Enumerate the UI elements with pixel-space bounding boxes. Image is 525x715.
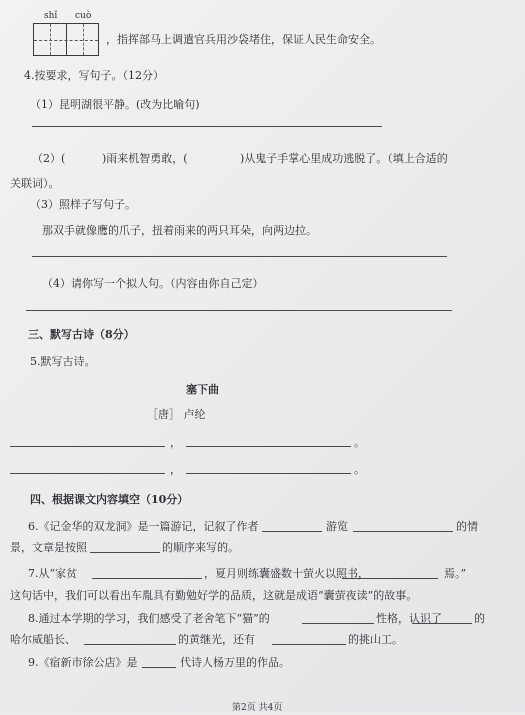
section3-heading: 三、默写古诗（8分） <box>28 328 135 341</box>
q8-blank1[interactable] <box>302 623 374 624</box>
pinyin-shi: shǐ <box>44 11 58 21</box>
q8-blank3[interactable] <box>84 644 176 645</box>
writing-grid[interactable] <box>33 23 99 56</box>
poem-line2-comma: ， <box>170 463 181 476</box>
q7-blank1[interactable] <box>92 578 202 579</box>
q4-item1-answer-line[interactable] <box>32 126 382 127</box>
q6-a: 6.《记金华的双龙洞》是一篇游记，记叙了作者 <box>28 520 259 533</box>
q7-d: 这句话中，我们可以看出车胤具有勤勉好学的品质，这就是成语“囊萤夜读”的故事。 <box>10 589 418 602</box>
poem-line1-blank-b[interactable] <box>186 446 351 447</box>
q8-b: 性格，认识了 <box>376 612 442 625</box>
q7-blank2[interactable] <box>342 578 438 579</box>
q6-c: 的情 <box>456 520 478 533</box>
q7-c: 焉。” <box>444 567 467 580</box>
q4-header: 4.按要求，写句子。（12分） <box>24 69 164 82</box>
q4-item4-answer-line[interactable] <box>26 310 452 311</box>
q4-item3-answer-line[interactable] <box>32 256 447 257</box>
q4-item3-example: 那双手就像鹰的爪子，扭着雨来的两只耳朵，向两边拉。 <box>42 224 317 237</box>
q6-b: 游览 <box>326 520 348 533</box>
q7-a: 7.从“家贫 <box>28 567 78 580</box>
q7-b: ，夏月则练囊盛数十萤火以照书， <box>204 567 369 580</box>
poem-author: ［唐］ 卢纶 <box>147 408 206 421</box>
q8-c: 的 <box>474 612 485 625</box>
q8-e: 的黄继光，还有 <box>178 633 255 646</box>
q5-prompt: 5.默写古诗。 <box>30 355 96 368</box>
poem-line1-period: 。 <box>354 436 365 449</box>
q4-item2-c: )从鬼子手掌心里成功逃脱了。（填上合适的 <box>240 152 448 165</box>
poem-line2-period: 。 <box>354 463 365 476</box>
q6-blank3[interactable] <box>90 552 160 553</box>
q3-sentence: ，指挥部马上调遣官兵用沙袋堵住，保证人民生命安全。 <box>106 33 381 46</box>
q8-blank2[interactable] <box>412 623 472 624</box>
q6-blank1[interactable] <box>262 531 322 532</box>
q8-blank4[interactable] <box>272 644 346 645</box>
q6-d: 景，文章是按照 <box>10 541 87 554</box>
q6-blank2[interactable] <box>353 531 453 532</box>
page-footer: 第2页 共4页 <box>232 703 283 713</box>
q9-blank[interactable] <box>142 667 176 668</box>
q4-item4: （4）请你写一个拟人句。（内容由你自己定） <box>42 277 264 290</box>
q4-item3: （3）照样子写句子。 <box>30 198 136 211</box>
q6-e: 的顺序来写的。 <box>162 541 239 554</box>
poem-line1-blank-a[interactable] <box>10 446 165 447</box>
q4-item2-b: )雨来机智勇敢，( <box>102 152 188 165</box>
q4-item1: （1）昆明湖很平静。(改为比喻句) <box>30 98 200 111</box>
poem-line1-comma: ， <box>170 436 181 449</box>
q8-d: 哈尔威船长、 <box>10 633 76 646</box>
q9-b: 代诗人杨万里的作品。 <box>180 656 290 669</box>
poem-title: 塞下曲 <box>186 383 219 396</box>
q8-f: 的挑山工。 <box>348 633 403 646</box>
poem-line2-blank-a[interactable] <box>10 473 165 474</box>
q4-item2-cont: 关联词）。 <box>10 177 60 190</box>
poem-line2-blank-b[interactable] <box>186 473 351 474</box>
pinyin-cuo: cuò <box>75 11 92 21</box>
q8-a: 8.通过本学期的学习，我们感受了老舍笔下“猫”的 <box>28 612 270 625</box>
section4-heading: 四、根据课文内容填空（10分） <box>30 493 189 506</box>
q9-a: 9.《宿新市徐公店》是 <box>28 656 138 669</box>
q4-item2-a: （2）( <box>32 152 66 165</box>
